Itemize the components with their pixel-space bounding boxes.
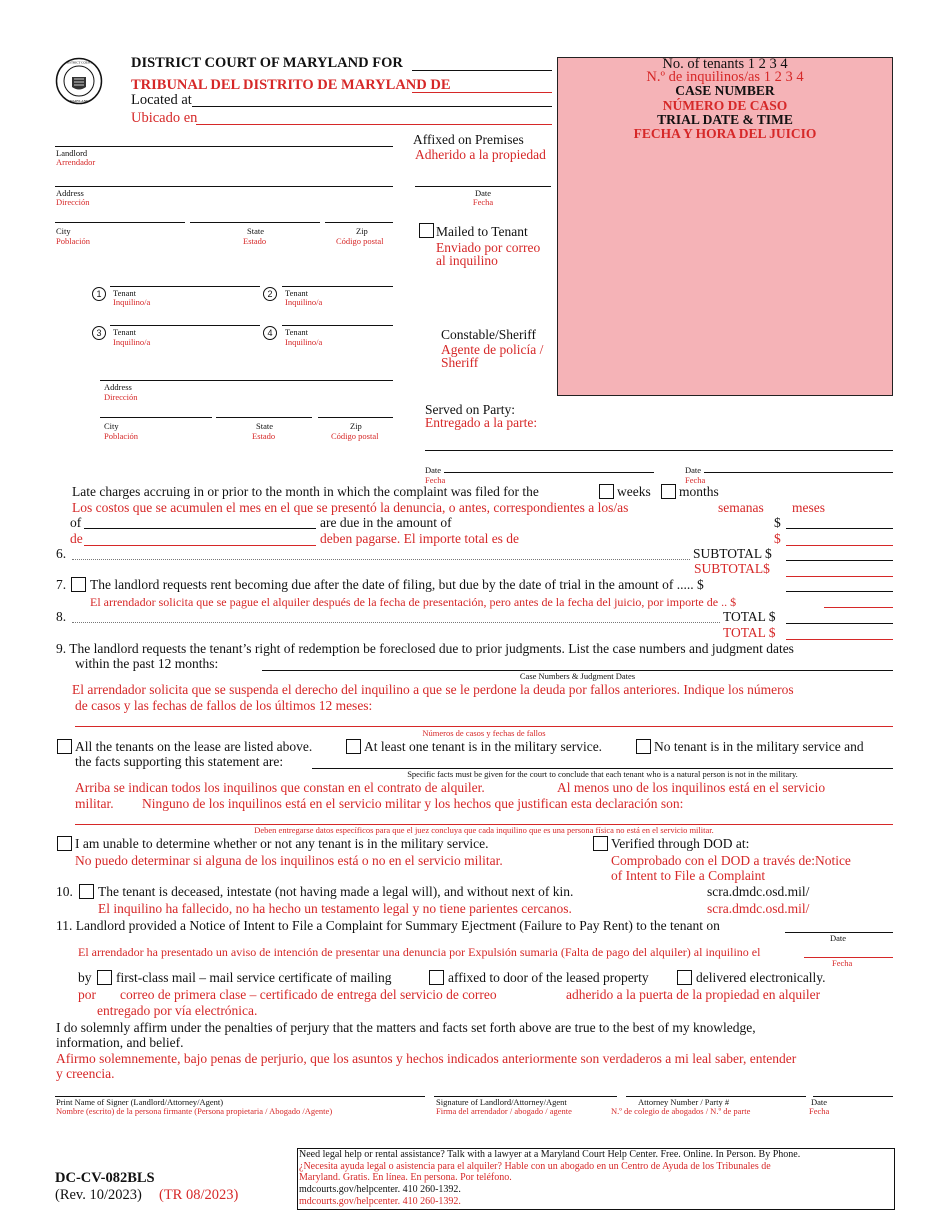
tenant-zip-label-en: Zip xyxy=(350,421,362,431)
item-7-number: 7. xyxy=(56,577,67,592)
help-url-es[interactable]: mdcourts.gov/helpcenter. 410 260-1392. xyxy=(299,1196,461,1207)
first-class-label-en: first-class mail – mail service certificate of mailing xyxy=(116,970,392,985)
affixed-door-checkbox[interactable] xyxy=(429,970,444,985)
served-date-label-es-1: Fecha xyxy=(425,475,446,485)
form-id: DC-CV-082BLS xyxy=(55,1170,155,1186)
subtotal-label-en: SUBTOTAL $ xyxy=(693,546,772,561)
months-label-en: months xyxy=(679,484,719,499)
landlord-label-es: Arrendador xyxy=(56,157,96,167)
tenant-city-label-es: Población xyxy=(104,431,138,441)
affirm-text-en-1: I do solemnly affirm under the penalties of perjury that the matters and facts set forth above are true to the best of my knowledge, xyxy=(56,1020,756,1035)
item-9-text-es-2: de casos y las fechas de fallos de los últimos 12 meses: xyxy=(75,698,373,713)
help-text-en: Need legal help or rental assistance? Talk with a lawyer at a Maryland Court Help Center. Free. Online. In Person. By Phone. xyxy=(299,1149,801,1160)
one-military-label-en: At least one tenant is in the military service. xyxy=(364,739,603,754)
of-label-en: of xyxy=(70,515,82,530)
attorney-label-en: Attorney Number / Party # xyxy=(638,1097,730,1107)
tenant-3-field[interactable] xyxy=(110,325,260,326)
served-label-en: Served on Party: xyxy=(425,402,515,417)
weeks-label-es: semanas xyxy=(718,500,764,515)
tenant-address-label-es: Dirección xyxy=(104,392,138,402)
military-text-es-1b: Al menos uno de los inquilinos está en el servicio xyxy=(557,780,826,795)
dod-label-en: Verified through DOD at: xyxy=(611,836,750,851)
court-field-en[interactable] xyxy=(412,70,552,71)
affixed-date-label-es: Fecha xyxy=(472,197,494,207)
item-8-number: 8. xyxy=(56,609,67,624)
tenant-city-label-en: City xyxy=(104,421,119,431)
located-field[interactable] xyxy=(192,106,552,107)
landlord-state-field[interactable] xyxy=(190,222,320,223)
landlord-address-field[interactable] xyxy=(55,186,393,187)
by-label-es: por xyxy=(78,987,96,1002)
tenant-2-field[interactable] xyxy=(282,286,393,287)
tenant-state-field[interactable] xyxy=(216,417,312,418)
of-field-es[interactable] xyxy=(84,545,316,546)
subtotal-label-es: SUBTOTAL$ xyxy=(694,561,770,576)
of-field[interactable] xyxy=(84,528,316,529)
located-label-en: Located at xyxy=(131,92,192,108)
electronic-checkbox[interactable] xyxy=(677,970,692,985)
item-6-number: 6. xyxy=(56,546,67,561)
late-amount-field[interactable] xyxy=(786,528,893,529)
dod-label-es-1: Comprobado con el DOD a través de:Notice xyxy=(611,853,851,868)
item-9-field-es[interactable] xyxy=(75,726,893,727)
mailed-label-en: Mailed to Tenant xyxy=(436,224,528,239)
late-charges-text-en: Late charges accruing in or prior to the month in which the complaint was filed for the xyxy=(72,484,539,499)
tenant-address-label-en: Address xyxy=(104,382,132,392)
court-title-es: TRIBUNAL DEL DISTRITO DE MARYLAND DE xyxy=(131,77,451,93)
item-7-checkbox[interactable] xyxy=(71,577,86,592)
scra-url-en[interactable]: scra.dmdc.osd.mil/ xyxy=(707,884,810,899)
affixed-label-en: Affixed on Premises xyxy=(413,132,524,147)
item-9-text-en-1: 9. The landlord requests the tenant’s right of redemption be foreclosed due to prior judgments. List the case numbers and judgment dates xyxy=(56,641,794,656)
item-7-text-en: The landlord requests rent becoming due after the date of filing, but due by the date of trial in the amount of ..... $ xyxy=(90,577,704,592)
item-7-amount-field[interactable] xyxy=(786,591,893,592)
item-10-number: 10. xyxy=(56,884,73,899)
signature-date-label-en: Date xyxy=(811,1097,828,1107)
court-field-es[interactable] xyxy=(412,92,552,93)
electronic-label-es: entregado por vía electrónica. xyxy=(97,1003,258,1018)
total-field-es[interactable] xyxy=(786,639,893,640)
form-revision: (Rev. 10/2023) xyxy=(55,1187,142,1203)
no-military-checkbox[interactable] xyxy=(636,739,651,754)
scra-url-es[interactable]: scra.dmdc.osd.mil/ xyxy=(707,901,810,916)
all-listed-label-en: All the tenants on the lease are listed above. xyxy=(75,739,313,754)
due-label-es: deben pagarse. El importe total es de xyxy=(320,531,520,546)
item-7-amount-field-es[interactable] xyxy=(824,607,893,608)
affixed-date-field[interactable] xyxy=(415,186,551,187)
subtotal-field-es[interactable] xyxy=(786,576,893,577)
zip-label-es: Código postal xyxy=(336,236,384,246)
deceased-label-es: El inquilino ha fallecido, no ha hecho un testamento legal y no tiene parientes cercanos. xyxy=(98,901,572,916)
landlord-city-field[interactable] xyxy=(55,222,185,223)
svg-text:DISTRICT COURT: DISTRICT COURT xyxy=(65,60,93,65)
trial-date-label-es: FECHA Y HORA DEL JUICIO xyxy=(633,126,817,141)
tenant-2-number: 2 xyxy=(263,287,277,301)
weeks-checkbox[interactable] xyxy=(599,484,614,499)
tenant-4-label-en: Tenant xyxy=(285,327,309,337)
constable-label-en: Constable/Sheriff xyxy=(441,327,536,342)
one-military-checkbox[interactable] xyxy=(346,739,361,754)
tenant-1-label-es: Inquilino/a xyxy=(113,297,151,307)
served-date-label-en-2: Date xyxy=(685,465,702,475)
served-party-field[interactable] xyxy=(425,450,893,451)
due-dollar-en: $ xyxy=(774,515,781,530)
address-label-en: Address xyxy=(56,188,84,198)
item-9-text-es-1: El arrendador solicita que se suspenda el derecho del inquilino a que se le perdone la deuda por fallos anteriores. Indique los números xyxy=(72,682,794,697)
served-date-label-es-2: Fecha xyxy=(685,475,706,485)
court-title-en: DISTRICT COURT OF MARYLAND FOR xyxy=(131,55,403,71)
tenant-4-field[interactable] xyxy=(282,325,393,326)
help-text-es-2: Maryland. Gratis. En línea. En persona. Por teléfono. xyxy=(299,1172,512,1183)
first-class-label-es: correo de primera clase – certificado de entrega del servicio de correo xyxy=(120,987,497,1002)
located-label-es: Ubicado en xyxy=(131,110,198,126)
item-9-caption-en: Case Numbers & Judgment Dates xyxy=(519,671,636,681)
mailed-label-es-2: al inquilino xyxy=(436,253,498,268)
trial-date-label-en: TRIAL DATE & TIME xyxy=(657,112,793,127)
affixed-door-label-en: affixed to door of the leased property xyxy=(448,970,649,985)
landlord-label-en: Landlord xyxy=(56,148,88,158)
mailed-label-es-1: Enviado por correo xyxy=(436,240,541,255)
all-listed-checkbox[interactable] xyxy=(57,739,72,754)
military-text-es-2: militar. xyxy=(75,796,114,811)
tenant-3-label-en: Tenant xyxy=(113,327,137,337)
signature-date-label-es: Fecha xyxy=(809,1106,830,1116)
item-11-text-en: 11. Landlord provided a Notice of Intent to File a Complaint for Summary Ejectment (Failure to Pay Rent) to the tenant on xyxy=(56,918,720,933)
attorney-label-es: N.º de colegio de abogados / N.º de parte xyxy=(611,1106,751,1116)
unable-checkbox[interactable] xyxy=(57,836,72,851)
served-date-field-2[interactable] xyxy=(704,472,893,473)
affirm-text-en-2: information, and belief. xyxy=(56,1035,184,1050)
deceased-checkbox[interactable] xyxy=(79,884,94,899)
help-url-en[interactable]: mdcourts.gov/helpcenter. 410 260-1392. xyxy=(299,1184,461,1195)
item-9-caption-es: Números de casos y fechas de fallos xyxy=(422,728,546,738)
case-number-label-en: CASE NUMBER xyxy=(675,83,775,98)
signature-label-en: Signature of Landlord/Attorney/Agent xyxy=(436,1097,567,1107)
case-number-label-es: NÚMERO DE CASO xyxy=(662,98,788,113)
affirm-text-es-2: y creencia. xyxy=(56,1066,115,1081)
unable-label-en: I am unable to determine whether or not any tenant is in the military service. xyxy=(75,836,489,851)
total-label-es: TOTAL $ xyxy=(723,625,776,640)
tenant-2-label-es: Inquilino/a xyxy=(285,297,323,307)
unable-label-es: No puedo determinar si alguna de los inquilinos está o no en el servicio militar. xyxy=(75,853,503,868)
tenant-zip-label-es: Código postal xyxy=(331,431,379,441)
first-class-checkbox[interactable] xyxy=(97,970,112,985)
affixed-date-label-en: Date xyxy=(474,188,492,198)
tenant-1-field[interactable] xyxy=(110,286,260,287)
state-label-en: State xyxy=(247,226,264,236)
of-label-es: de xyxy=(70,531,83,546)
tenant-1-label-en: Tenant xyxy=(113,288,137,298)
no-military-label-en-2: the facts supporting this statement are: xyxy=(75,754,284,769)
help-text-es-1: ¿Necesita ayuda legal o asistencia para el alquiler? Hable con un abogado en un Centro de Ayuda de los Tribunales de xyxy=(299,1161,771,1172)
signature-label-es: Firma del arrendador / abogado / agente xyxy=(436,1106,572,1116)
served-date-label-en-1: Date xyxy=(425,465,442,475)
landlord-zip-field[interactable] xyxy=(325,222,393,223)
landlord-field[interactable] xyxy=(55,146,393,147)
total-field[interactable] xyxy=(786,623,893,624)
located-field-es[interactable] xyxy=(196,124,552,125)
tenant-zip-field[interactable] xyxy=(318,417,393,418)
tenant-count-label-en: No. of tenants 1 2 3 4 xyxy=(662,56,788,72)
print-name-label-en: Print Name of Signer (Landlord/Attorney/Agent) xyxy=(56,1097,224,1107)
item-11-text-es: El arrendador ha presentado un aviso de intención de presentar una denuncia por Expulsión sumaria (Falta de pago del alquiler) al inquilino el xyxy=(78,945,761,959)
facts-caption-en: Specific facts must be given for the court to conclude that each tenant who is a natural person is not in the military. xyxy=(407,769,798,779)
by-label-en: by xyxy=(78,970,92,985)
tenant-count-label-es: N.º de inquilinos/as 1 2 3 4 xyxy=(646,69,804,85)
tenant-state-label-es: Estado xyxy=(252,431,276,441)
svg-text:MARYLAND: MARYLAND xyxy=(69,99,89,103)
notice-date-label-es: Fecha xyxy=(832,958,853,968)
affixed-label-es: Adherido a la propiedad xyxy=(415,147,546,162)
form-translation-date: (TR 08/2023) xyxy=(159,1187,239,1203)
tenant-4-label-es: Inquilino/a xyxy=(285,337,323,347)
tenant-state-label-en: State xyxy=(256,421,273,431)
constable-label-es-1: Agente de policía / xyxy=(441,342,544,357)
tenant-city-field[interactable] xyxy=(100,417,212,418)
item-9-text-en-2: within the past 12 months: xyxy=(75,656,219,671)
tenant-2-label-en: Tenant xyxy=(285,288,309,298)
no-military-label-en-1: No tenant is in the military service and xyxy=(654,739,864,754)
late-amount-field-es[interactable] xyxy=(786,545,893,546)
print-name-label-es: Nombre (escrito) de la persona firmante (Persona propietaria / Abogado /Agente) xyxy=(56,1106,333,1116)
due-dollar-es: $ xyxy=(774,531,781,546)
months-checkbox[interactable] xyxy=(661,484,676,499)
city-label-es: Población xyxy=(56,236,90,246)
electronic-label-en: delivered electronically. xyxy=(696,970,826,985)
court-seal xyxy=(55,57,103,105)
state-label-es: Estado xyxy=(243,236,267,246)
item-8-leader xyxy=(72,622,720,623)
tenant-3-number: 3 xyxy=(92,326,106,340)
zip-label-en: Zip xyxy=(356,226,368,236)
served-date-field-1[interactable] xyxy=(444,472,654,473)
mailed-checkbox[interactable] xyxy=(419,223,434,238)
address-label-es: Dirección xyxy=(56,197,90,207)
facts-caption-es: Deben entregarse datos específicos para que el juez concluya que cada inquilino que es una persona física no está en el servicio militar. xyxy=(254,825,714,835)
deceased-label-en: The tenant is deceased, intestate (not having made a legal will), and without next of kin. xyxy=(98,884,574,899)
constable-label-es-2: Sheriff xyxy=(441,355,479,370)
military-text-es-1: Arriba se indican todos los inquilinos que constan en el contrato de alquiler. xyxy=(75,780,485,795)
affixed-door-label-es: adherido a la puerta de la propiedad en alquiler xyxy=(566,987,821,1002)
weeks-label-en: weeks xyxy=(617,484,651,499)
tenant-1-number: 1 xyxy=(92,287,106,301)
affirm-text-es-1: Afirmo solemnemente, bajo penas de perjurio, que los asuntos y hechos indicados anteriormente son verdaderos a mi leal saber, entender xyxy=(56,1051,797,1066)
item-7-text-es: El arrendador solicita que se pague el alquiler después de la fecha de presentación, pero antes de la fecha del juicio, por importe de .. $ xyxy=(90,595,737,609)
due-label-en: are due in the amount of xyxy=(320,515,452,530)
late-charges-text-es: Los costos que se acumulen el mes en el que se presentó la denuncia, o antes, correspondientes a los/as xyxy=(72,500,629,515)
court-seal-icon xyxy=(55,57,103,105)
subtotal-field[interactable] xyxy=(786,560,893,561)
total-label-en: TOTAL $ xyxy=(723,609,776,624)
tenant-4-number: 4 xyxy=(263,326,277,340)
dod-label-es-2: of Intent to File a Complaint xyxy=(611,868,766,883)
months-label-es: meses xyxy=(792,500,825,515)
tenant-3-label-es: Inquilino/a xyxy=(113,337,151,347)
dod-checkbox[interactable] xyxy=(593,836,608,851)
city-label-en: City xyxy=(56,226,71,236)
served-label-es: Entregado a la parte: xyxy=(425,415,538,430)
item-6-leader xyxy=(72,559,690,560)
tenant-address-field[interactable] xyxy=(100,380,393,381)
notice-date-label-en: Date xyxy=(830,933,847,943)
military-text-es-2b: Ninguno de los inquilinos está en el servicio militar y los hechos que justifican esta declaración son: xyxy=(142,796,684,811)
